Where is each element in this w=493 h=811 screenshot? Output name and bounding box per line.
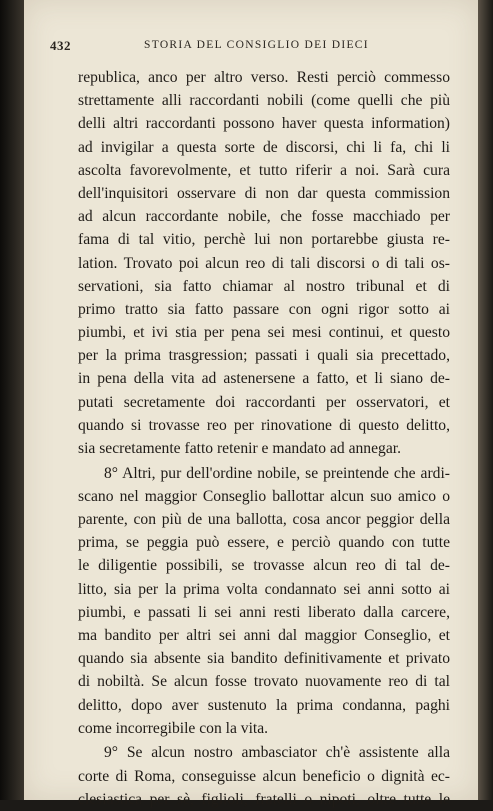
text-line: strettamente alli raccordanti nobili (come quelli che più <box>78 92 450 110</box>
text-line: corte di Roma, conseguisse alcun beneficio o dignità ec- <box>78 767 450 785</box>
text-line: fama di tal vitio, perchè lui non portarebbe giusta re- <box>78 231 450 249</box>
text-line: come incorregibile con la vita. <box>78 719 269 737</box>
text-line: piumbi, et ivi stia per pena sei mesi continui, et questo <box>78 324 450 342</box>
running-head: STORIA DEL CONSIGLIO DEI DIECI <box>144 39 369 51</box>
text-line: servationi, sia fatto chiamar al nostro tribunal et di <box>78 277 450 295</box>
text-line: republica, anco per altro verso. Resti perciò commesso <box>78 69 450 86</box>
text-line: di nobiltà. Se alcun fosse trovato nuovamente reo di tal <box>78 673 450 691</box>
page-body <box>78 66 450 811</box>
text-line: litto, sia per la prima volta condannato sei anni sotto ai <box>78 580 450 598</box>
page-number: 432 <box>50 38 71 53</box>
text-line: prima, se peggia può essere, e perciò quando con tutte <box>78 534 450 552</box>
text-line: le diligentie possibili, se trovasse alcun reo di tal de- <box>78 557 450 575</box>
text-line: parente, con più de una ballotta, cosa ancor peggior della <box>78 511 450 529</box>
text-line: lation. Trovato poi alcun reo di tali discorsi o di tali os- <box>78 254 450 272</box>
text-line: in pena della vita ad astenersene a fatto, et li siano de- <box>78 370 450 388</box>
text-line: piumbi, e passati li sei anni resti liberato dalla carcere, <box>78 603 450 621</box>
page-header <box>48 38 453 58</box>
text-line: ascolta favorevolmente, et tutto riferir a noi. Sarà cura <box>78 161 450 179</box>
book-gutter-shadow <box>0 0 24 800</box>
text-line: ma bandito per altri sei anni dal maggior Conseglio, et <box>78 627 450 644</box>
text-line: delli altri raccordanti possono haver questa information) <box>78 115 450 133</box>
text-line: clesiastica per sè, figlioli, fratelli o nipoti, oltre tutte le <box>78 790 450 808</box>
paragraph-start: 9° Se alcun nostro ambasciator ch'è assistente alla <box>104 744 450 762</box>
text-line: quando si trovasse reo per rinovatione di questo delitto, <box>78 416 450 434</box>
text-line: dell'inquisitori osservare di non dar questa commission <box>78 184 450 202</box>
page-edge <box>478 0 493 800</box>
text-line: quando sia absente sia bandito definitivamente et privato <box>78 650 450 668</box>
text-line: per la prima trasgression; passati i quali sia precettado, <box>78 347 450 365</box>
text-line: delitto, dopo aver sustenuto la prima condanna, paghi <box>78 696 450 714</box>
text-line: putati secretamente doi raccordanti per osservatori, et <box>78 393 450 411</box>
text-line: primo tratto sia fatto passare con ogni rigor sotto ai <box>78 300 450 318</box>
text-line: ad alcun raccordante nobile, che fosse macchiado per <box>78 208 450 226</box>
paragraph-start: 8° Altri, pur dell'ordine nobile, se preintende che ardi- <box>104 464 450 482</box>
text-line: ad invigilar a questa sorte de discorsi, chi li fa, chi li <box>78 138 450 156</box>
text-line: scano nel maggior Conseglio ballottar alcun suo amico o <box>78 487 450 505</box>
text-line: sia secretamente fatto retenir e mandato ad annegar. <box>78 440 401 457</box>
